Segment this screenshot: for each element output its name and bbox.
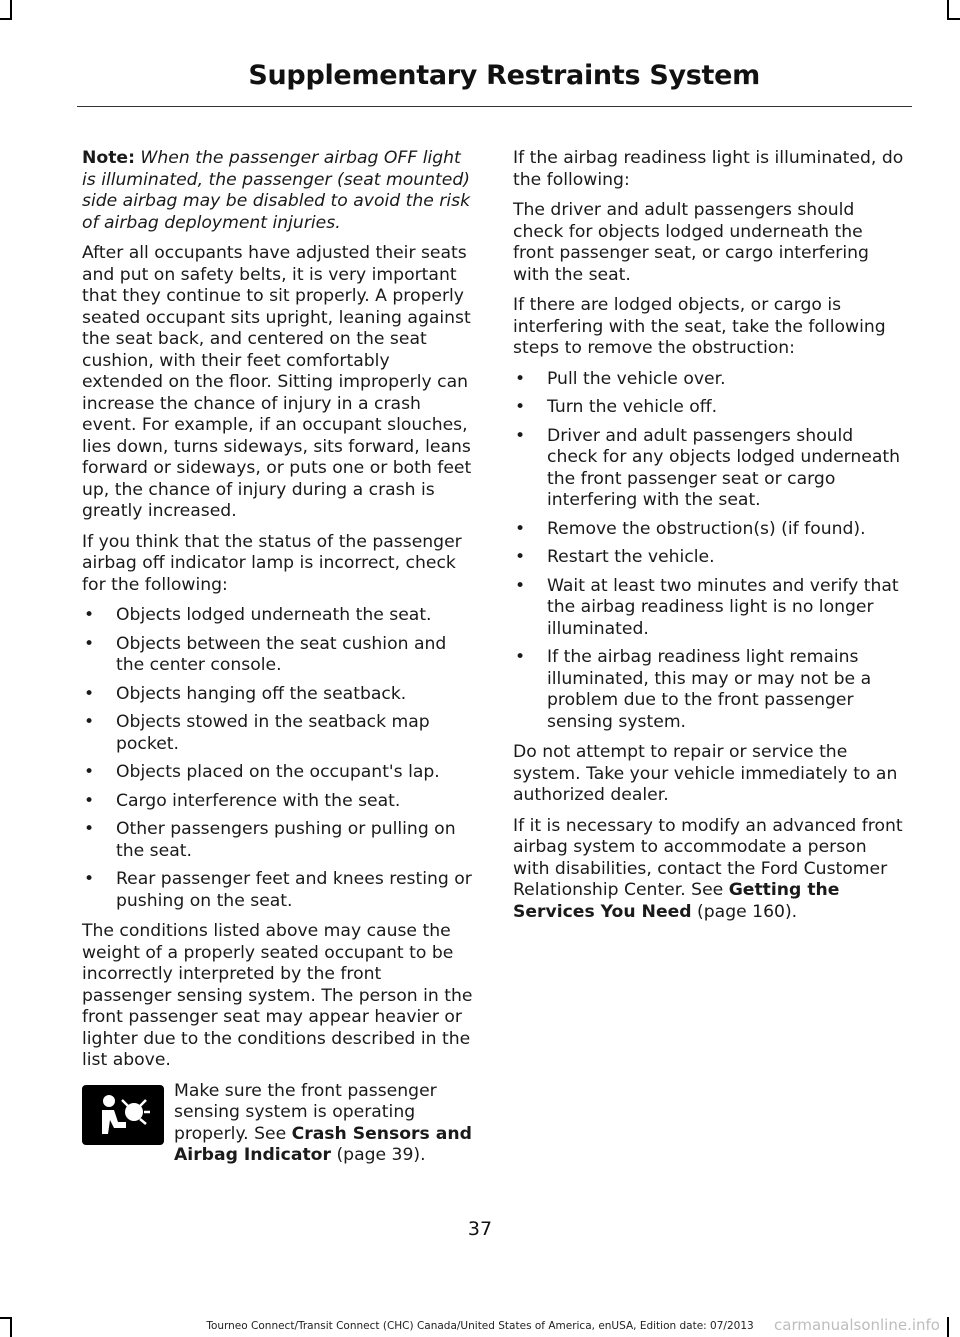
services-link[interactable]: Getting the Services You Need [513,880,840,922]
header-divider [77,106,912,107]
bullet: • [515,425,526,446]
list-item: • Driver and adult passengers should check for any objects lodged underneath the front passenger seat or cargo interfering with the seat. [515,425,901,510]
footer-edition: Tourneo Connect/Transit Connect (CHC) Canada/United States of America, enUSA, Edition date: 07/2013 [206,1320,754,1332]
bullet: • [515,368,526,389]
crop-mark-bottom-left-h [0,1317,12,1319]
list-item: • Cargo interference with the seat. [84,790,401,811]
sensing-system-paragraph: Make sure the front passenger sensing system is operating properly. See Crash Sensors and Airbag Indicator (page 39). [82,1081,476,1167]
note-paragraph [82,148,476,234]
crop-mark-top-right-v [947,0,949,20]
list-item: • Rear passenger feet and knees resting or pushing on the seat. [84,869,472,911]
bullet: • [84,869,95,889]
left-column [82,148,476,1176]
bullet: • [84,683,95,704]
list-item: • Wait at least two minutes and verify that the airbag readiness light is no longer illuminated. [515,575,899,639]
check-list [82,605,476,912]
list-item: • Pull the vehicle over. [515,368,726,389]
dealer-paragraph: Do not attempt to repair or service the system. Take your vehicle immediately to an authorized dealer. [513,742,898,805]
conditions-paragraph: The conditions listed above may cause the weight of a properly seated occupant to be incorrectly interpreted by the front passenger sensing system. The person in the front passenger seat may appear heavier or lighter due to the conditions described in the list above. [82,921,473,1070]
steps-list [513,369,908,734]
bullet: • [84,762,95,782]
bullet: • [84,790,95,811]
list-item: • Objects lodged underneath the seat. [84,605,432,625]
readiness-paragraph: If the airbag readiness light is illuminated, do the following: [513,148,904,190]
page-title: Supplementary Restraints System [248,60,760,91]
note-label: Note: [82,148,135,168]
watermark: carmanualsonline.info [774,1316,940,1334]
note-text: When the passenger airbag OFF light is illuminated, the passenger (seat mounted) side airbag may be disabled to avoid the risk of airbag deployment injuries. [82,148,471,233]
list-item: • Objects stowed in the seatback map pocket. [84,712,430,754]
bullet: • [515,547,526,567]
bullet: • [84,633,95,654]
list-item: • Restart the vehicle. [515,547,715,567]
crash-sensors-link[interactable]: Crash Sensors and Airbag Indicator [174,1123,472,1165]
bullet: • [84,819,95,839]
crop-mark-top-left-v [10,0,12,20]
list-item: • Turn the vehicle off. [515,397,718,417]
bullet: • [515,397,526,417]
right-column [513,148,908,932]
list-item: • Remove the obstruction(s) (if found). [515,518,866,539]
disabilities-paragraph: If it is necessary to modify an advanced front airbag system to accommodate a person with disabilities, contact the Ford Customer Relationship Center. See Getting the Services You Need (page 160). [513,815,903,922]
list-item: • Other passengers pushing or pulling on the seat. [84,819,456,861]
list-item: • Objects placed on the occupant's lap. [84,762,440,782]
bullet: • [515,647,526,667]
bullet: • [515,575,526,596]
list-item: • Objects hanging off the seatback. [84,683,407,704]
bullet: • [515,518,526,539]
bullet: • [84,712,95,732]
list-item: • Objects between the seat cushion and the center console. [84,633,447,675]
lodged-objects-paragraph: If there are lodged objects, or cargo is interfering with the seat, take the following steps to remove the obstruction: [513,295,886,358]
crop-mark-top-left-h [0,18,12,20]
airbag-warning-icon [82,1085,164,1145]
bullet: • [84,605,95,625]
occupant-seating-paragraph: After all occupants have adjusted their seats and put on safety belts, it is very important that they continue to sit properly. A properly seated occupant sits upright, leaning against the seat back, and centered on the seat cushion, with their feet comfortably extended on the floor. Sitting improperly can increase the chance of injury in a crash event. For example, if an occupant slouches, lies down, turns sideways, sits forward, leans forward or sideways, or puts one or both feet up, the chance of injury during a crash is greatly increased. [82,243,472,521]
crop-mark-top-right-h [947,18,960,20]
page-number: 37 [467,1218,493,1240]
list-item: • If the airbag readiness light remains illuminated, this may or may not be a problem due to the front passenger sensing system. [515,647,872,732]
indicator-check-paragraph: If you think that the status of the passenger airbag off indicator lamp is incorrect, check for the following: [82,531,462,595]
check-objects-paragraph: The driver and adult passengers should check for objects lodged underneath the front passenger seat, or cargo interfering with the seat. [513,200,869,285]
